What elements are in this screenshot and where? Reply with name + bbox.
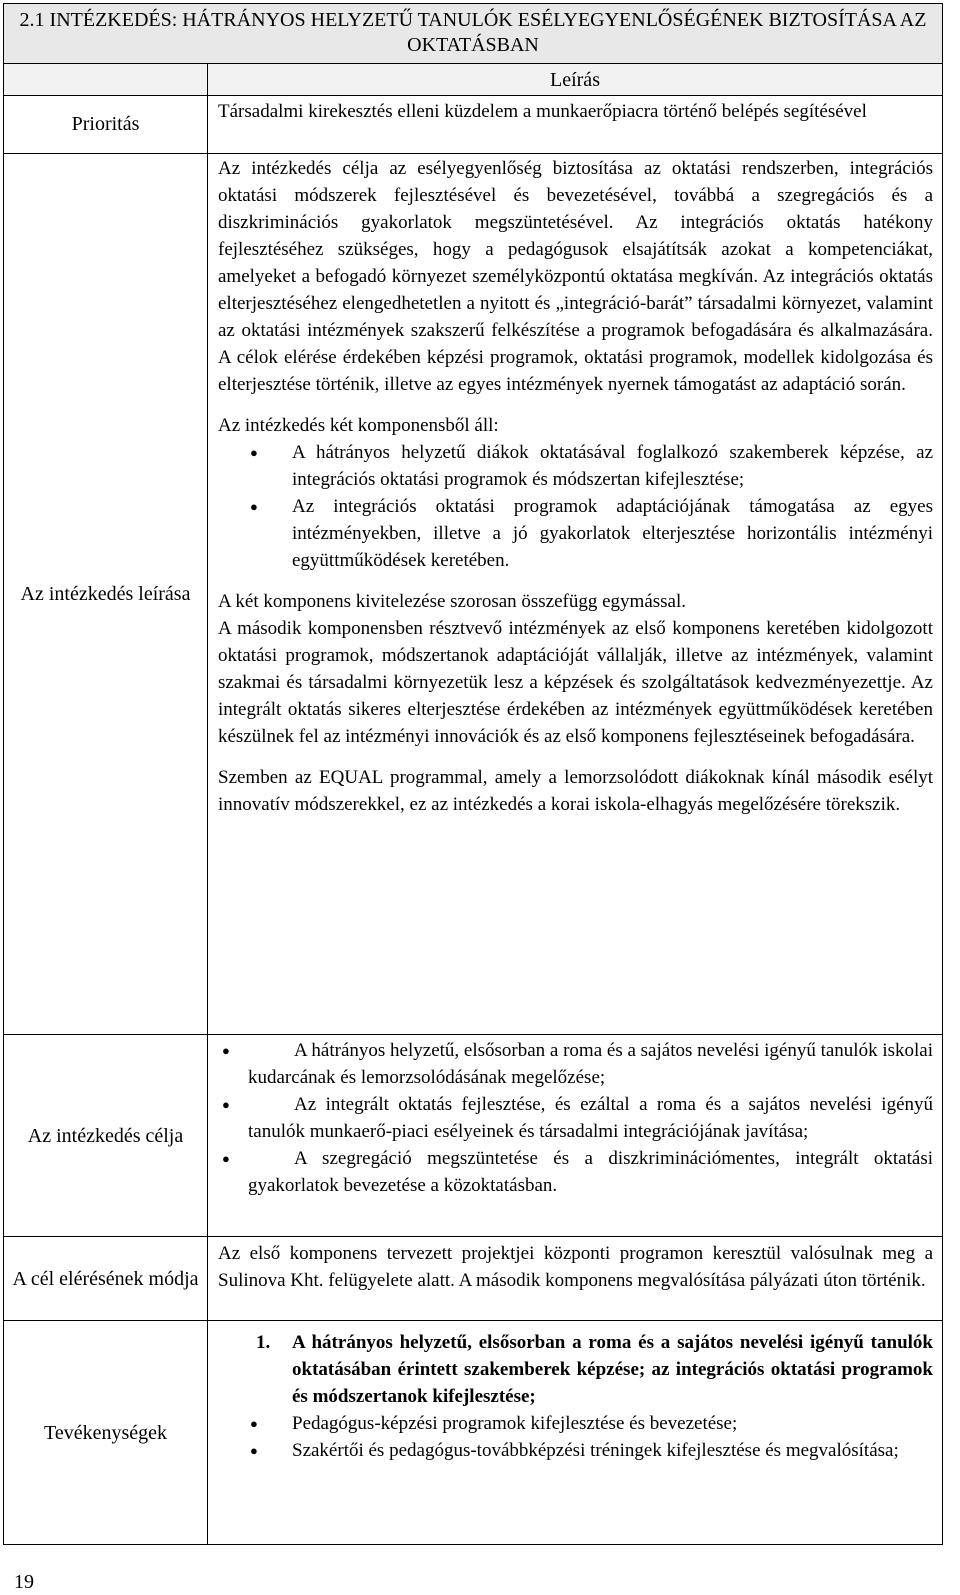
- activities-bullet-list: [218, 1410, 933, 1464]
- measure-table: [3, 3, 943, 1545]
- celja-label: [4, 1035, 208, 1237]
- leirasa-paragraph-1: Az intézkedés célja az esélyegyenlőség biztosítása az oktatási rendszerben, integrációs oktatási módszerek fejlesztésével és bevezetésével, továbbá a szegregációs és a diszkriminációs gyakorlatok megszüntetésével. Az integrációs oktatás hatékony fejlesztéséhez szükséges, hogy a pedagógusok elsajátítsák azokat a kompetenciákat, amelyeket a befogadó környezet személyközpontú oktatása megkíván. Az integrációs oktatás elterjesztéséhez elengedhetetlen a nyitott és „integráció-barát” társadalmi környezet, valamint az oktatási intézmények szakszerű felkészítése a programok befogadására és alkalmazására. A célok elérése érdekében képzési programok, oktatási programok, modellek kidolgozása és elterjesztése történik, illetve az egyes intézmények nyernek támogatást az adaptáció során.: [218, 158, 933, 395]
- celja-body: [208, 1035, 943, 1237]
- list-item: ● Az integrációs oktatási programok adaptációjának támogatása az egyes intézményekben, illetve a jó gyakorlatok elterjesztése horizontális intézményi együttműködések keretében.: [218, 493, 933, 574]
- modja-text: Az első komponens tervezett projektjei központi programon keresztül valósulnak meg a Sulinova Kht. felügyelete alatt. A második komponens megvalósítása pályázati úton történik.: [208, 1237, 943, 1321]
- leiras-header: Leírás: [208, 64, 943, 96]
- leirasa-row: [4, 154, 943, 1035]
- list-item: ● A szegregáció megszüntetése és a diszkriminációmentes, integrált oktatási gyakorlatok bevezetése a közoktatásban.: [218, 1145, 933, 1199]
- tevekenysegek-label-text: Tevékenységek: [44, 1421, 167, 1444]
- page-number: 19: [14, 1571, 34, 1593]
- list-item-text: A hátrányos helyzetű, elsősorban a roma és a sajátos nevelési igényű tanulók oktatásában érintett szakemberek képzése; az integrációs oktatási programok és módszertanok kifejlesztése;: [292, 1332, 933, 1407]
- modja-label-text: A cél elérésének módja: [12, 1267, 199, 1290]
- leirasa-paragraph-5: Szemben az EQUAL programmal, amely a lemorzsolódott diákoknak kínál második esélyt innovatív módszerekkel, ez az intézkedés a korai iskola-elhagyás megelőzésére törekszik.: [218, 767, 933, 815]
- measure-title: 2.1 INTÉZKEDÉS: HÁTRÁNYOS HELYZETŰ TANULÓK ESÉLYEGYENLŐSÉGÉNEK BIZTOSÍTÁSA AZ OKTATÁSBAN: [4, 4, 943, 64]
- leirasa-paragraph-3: A két komponens kivitelezése szorosan összefügg egymással.: [218, 591, 687, 612]
- leirasa-body: [208, 154, 943, 1035]
- goals-list: [218, 1037, 933, 1199]
- modja-label: [4, 1237, 208, 1321]
- list-item: ● Pedagógus-képzési programok kifejlesztése és bevezetése;: [218, 1410, 933, 1437]
- prioritas-row: [4, 96, 943, 154]
- prioritas-text: Társadalmi kirekesztés elleni küzdelem a munkaerőpiacra történő belépés segítésével: [208, 96, 943, 154]
- celja-row: [4, 1035, 943, 1237]
- list-item: ● A hátrányos helyzetű, elsősorban a roma és a sajátos nevelési igényű tanulók iskolai kudarcának és lemorzsolódásának megelőzése;: [218, 1037, 933, 1091]
- components-list: [218, 439, 933, 574]
- list-number: 1.: [256, 1332, 271, 1353]
- tevekenysegek-row: [4, 1321, 943, 1545]
- prioritas-label: [4, 96, 208, 154]
- title-row: [4, 4, 943, 64]
- activities-numbered-list: [218, 1329, 933, 1410]
- leirasa-paragraph-4: A második komponensben résztvevő intézmények az első komponens keretében kidolgozott oktatási programok, módszertanok adaptációját vállalják, illetve az intézmények, valamint szakmai és társadalmi környezetük lesz a képzések és szolgáltatások kedvezményezettje. Az integrált oktatás sikeres elterjesztése érdekében az intézmények együttműködések keretében készülnek fel az intézményi innovációk és az első komponens fejlesztéseinek befogadására.: [218, 618, 933, 747]
- modja-row: [4, 1237, 943, 1321]
- celja-label-text: Az intézkedés célja: [27, 1124, 184, 1147]
- tevekenysegek-label: [4, 1321, 208, 1545]
- tevekenysegek-body: [208, 1321, 943, 1545]
- leirasa-paragraph-2: Az intézkedés két komponensből áll:: [218, 415, 499, 436]
- leirasa-label: [4, 154, 208, 1035]
- prioritas-label-text: Prioritás: [71, 113, 140, 135]
- header-empty-cell: [4, 64, 208, 96]
- list-item: [218, 1329, 933, 1410]
- list-item: ● Szakértői és pedagógus-továbbképzési tréningek kifejlesztése és megvalósítása;: [218, 1437, 933, 1464]
- list-item: ● A hátrányos helyzetű diákok oktatásával foglalkozó szakemberek képzése, az integrációs oktatási programok és módszertan kifejlesztése;: [218, 439, 933, 493]
- list-item: ● Az integrált oktatás fejlesztése, és ezáltal a roma és a sajátos nevelési igényű tanulók munkaerő-piaci esélyeinek és társadalmi integrációjának javítása;: [218, 1091, 933, 1145]
- leirasa-label-text: Az intézkedés leírása: [20, 583, 191, 605]
- description-header-row: [4, 64, 943, 96]
